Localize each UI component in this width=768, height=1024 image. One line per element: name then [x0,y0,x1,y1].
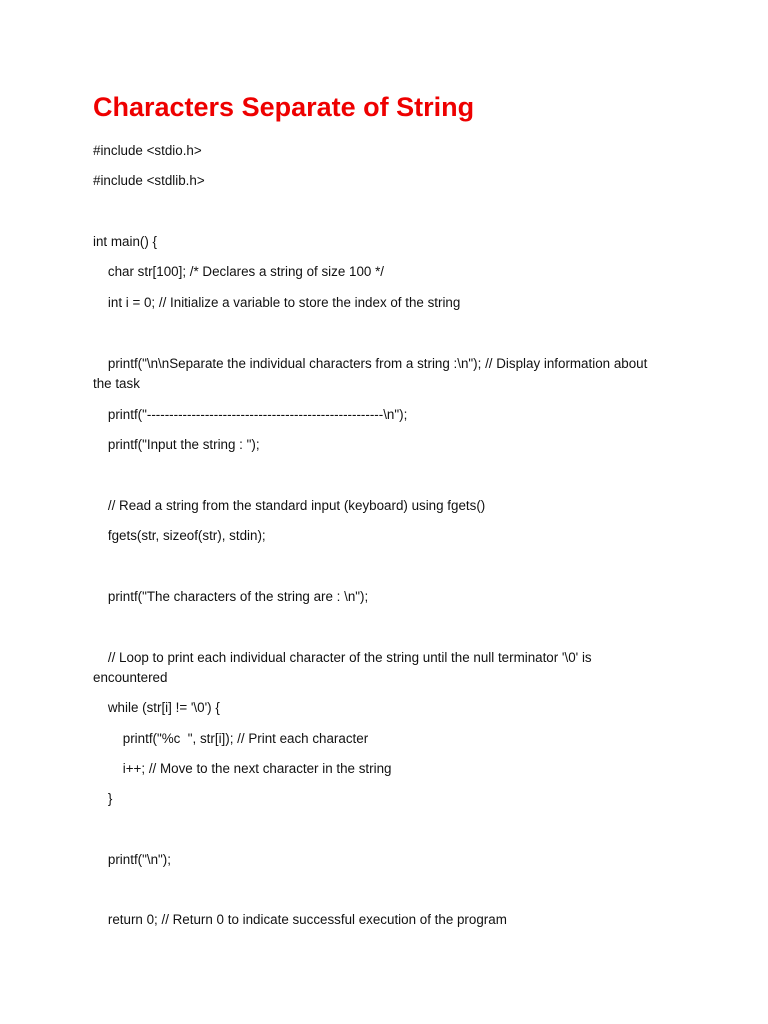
code-line: #include <stdio.h> [93,143,202,158]
code-line: printf("\n\nSeparate the individual characters from a string :\n"); // Display information about the task [93,356,652,391]
code-line: printf("Input the string : "); [93,437,260,452]
code-line: char str[100]; /* Declares a string of size 100 */ [93,264,385,279]
code-line: #include <stdlib.h> [93,173,205,188]
code-line: // Loop to print each individual character of the string until the null terminator '\0' is encountered [93,650,596,685]
code-line: fgets(str, sizeof(str), stdin); [93,528,266,543]
code-line: i++; // Move to the next character in the string [93,761,392,776]
code-line: printf("\n"); [93,852,171,867]
code-line: printf("The characters of the string are : \n"); [93,589,369,604]
code-line: while (str[i] != '\0') { [93,700,220,715]
code-line: printf("%c ", str[i]); // Print each character [93,731,369,746]
code-line: } [93,791,113,806]
code-line: int main() { [93,234,157,249]
code-line: int i = 0; // Initialize a variable to store the index of the string [93,295,461,310]
code-line: return 0; // Return 0 to indicate successful execution of the program [93,912,507,927]
document-title: Characters Separate of String [93,92,475,122]
code-line: printf("-----------------------------------------------------\n"); [93,407,408,422]
code-line: // Read a string from the standard input (keyboard) using fgets() [93,498,486,513]
